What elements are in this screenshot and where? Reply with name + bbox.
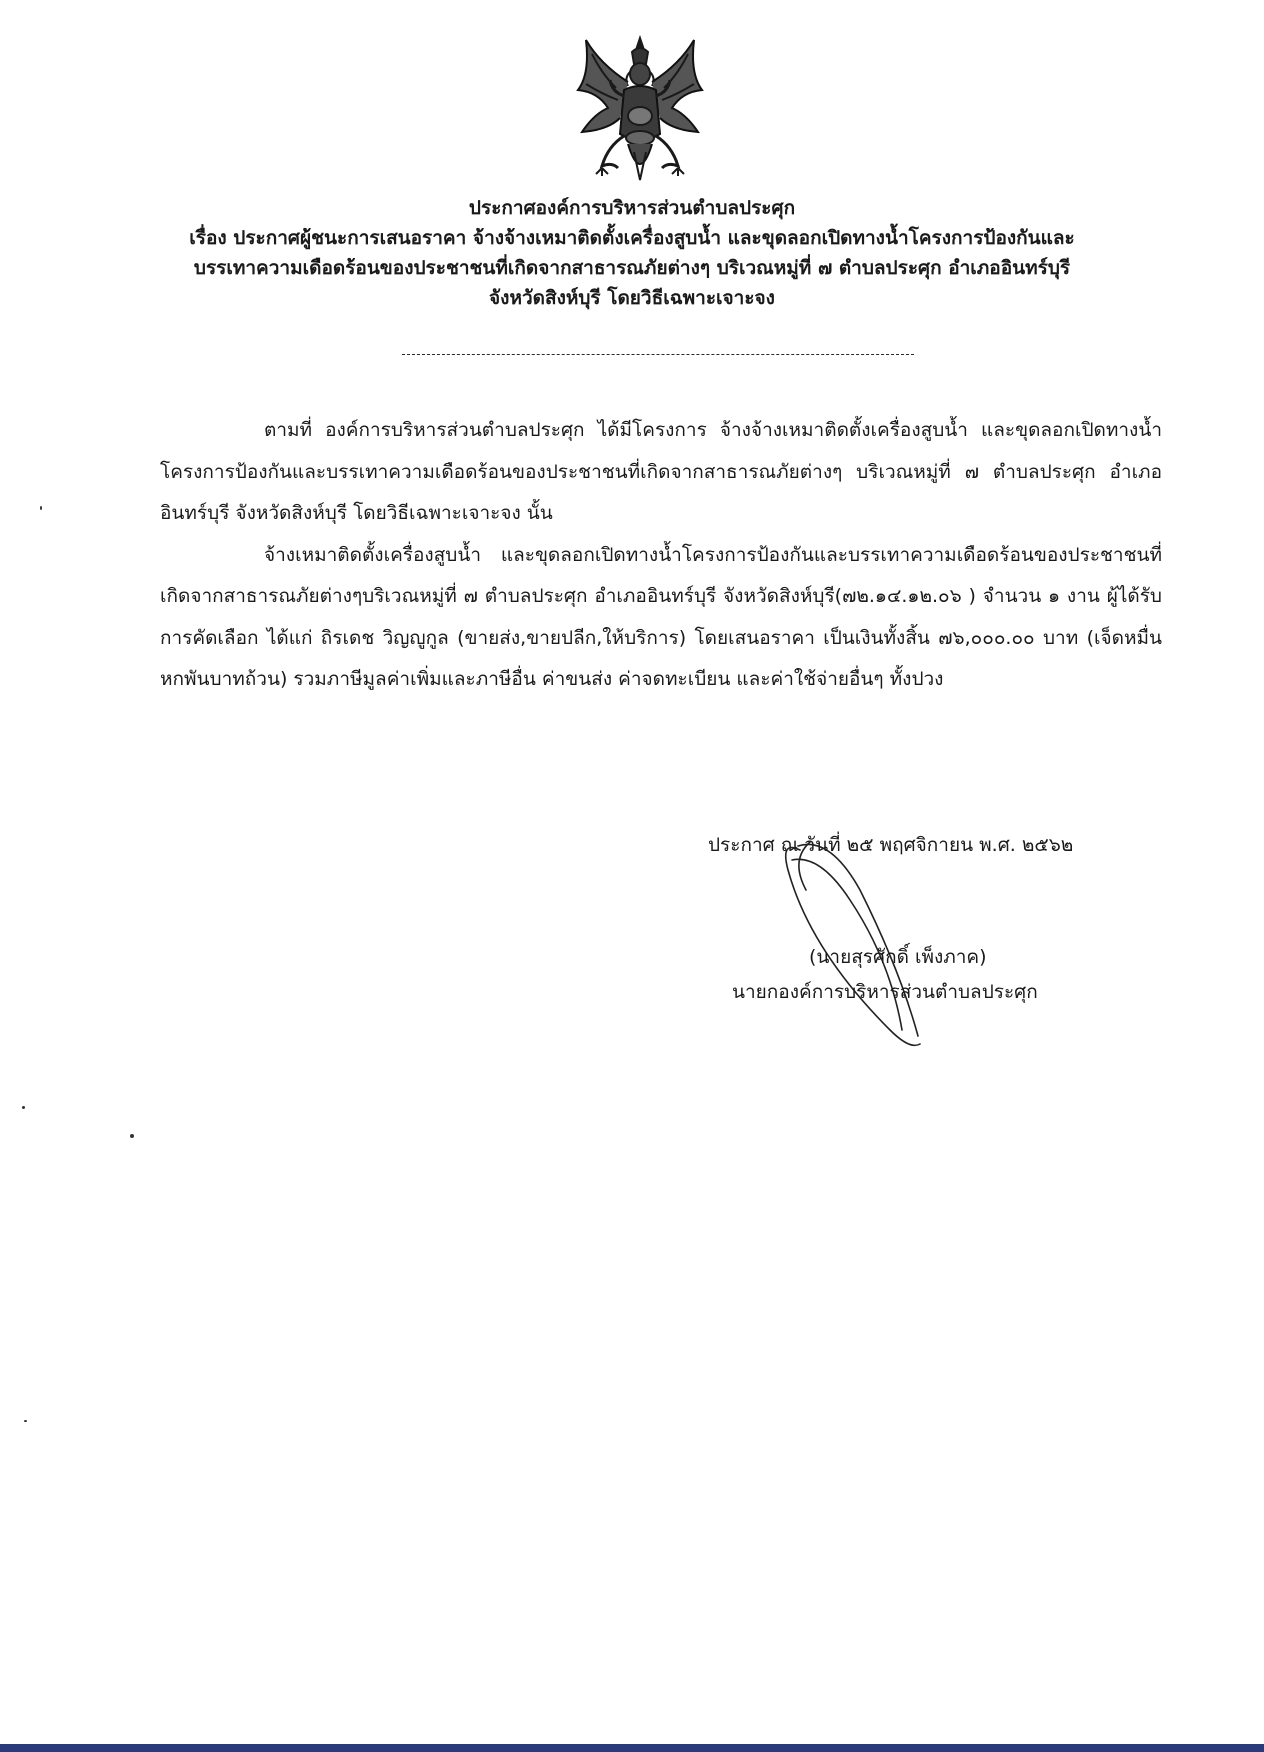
title-line: บรรเทาความเดือดร้อนของประชาชนที่เกิดจากสาธารณภัยต่างๆ บริเวณหมู่ที่ ๗ ตำบลประศุก อำเภออินทร์บุรี — [193, 257, 1071, 279]
title-line: ประกาศองค์การบริหารส่วนตำบลประศุก — [468, 197, 796, 219]
garuda-emblem-icon — [572, 34, 708, 196]
announcement-date: ประกาศ ณ วันที่ ๒๕ พฤศจิกายน พ.ศ. ๒๕๖๒ — [708, 834, 1074, 856]
announcement-body — [160, 410, 1162, 701]
paragraph: ตามที่ องค์การบริหารส่วนตำบลประศุก ได้มีโครงการ จ้างจ้างเหมาติดตั้งเครื่องสูบน้ำ และขุดลอกเปิดทางน้ำโครงการป้องกันและบรรเทาความเดือดร้อนของประชาชนที่เกิดจากสาธารณภัยต่างๆ บริเวณหมู่ที่ ๗ ตำบลประศุก อำเภออินทร์บุรี จังหวัดสิงห์บุรี โดยวิธีเฉพาะเจาะจง นั้น — [160, 419, 1162, 524]
scan-speck — [40, 506, 42, 510]
scan-edge — [0, 1744, 1264, 1752]
title-line: จังหวัดสิงห์บุรี โดยวิธีเฉพาะเจาะจง — [489, 287, 775, 309]
title-line: เรื่อง ประกาศผู้ชนะการเสนอราคา จ้างจ้างเหมาติดตั้งเครื่องสูบน้ำ และขุดลอกเปิดทางน้ำโครงการป้องกันและ — [189, 227, 1075, 249]
scan-speck — [22, 1106, 25, 1109]
scan-speck — [130, 1134, 134, 1138]
signer-name: (นายสุรศักดิ์ เพ็งภาค) — [809, 946, 987, 968]
document-title — [120, 193, 1144, 313]
scan-speck — [24, 1420, 27, 1422]
paragraph: จ้างเหมาติดตั้งเครื่องสูบน้ำ และขุดลอกเปิดทางน้ำโครงการป้องกันและบรรเทาความเดือดร้อนของประชาชนที่เกิดจากสาธารณภัยต่างๆบริเวณหมู่ที่ ๗ ตำบลประศุก อำเภออินทร์บุรี จังหวัดสิงห์บุรี(๗๒.๑๔.๑๒.๐๖ ) จำนวน ๑ งาน ผู้ได้รับการคัดเลือก ได้แก่ ถิรเดช วิญญูกูล (ขายส่ง,ขายปลีก,ให้บริการ) โดยเสนอราคา เป็นเงินทั้งสิ้น ๗๖,๐๐๐.๐๐ บาท (เจ็ดหมื่นหกพันบาทถ้วน) รวมภาษีมูลค่าเพิ่มและภาษีอื่น ค่าขนส่ง ค่าจดทะเบียน และค่าใช้จ่ายอื่นๆ ทั้งปวง — [160, 543, 1162, 690]
signer-title: นายกองค์การบริหารส่วนตำบลประศุก — [732, 981, 1038, 1003]
title-divider — [402, 354, 914, 355]
